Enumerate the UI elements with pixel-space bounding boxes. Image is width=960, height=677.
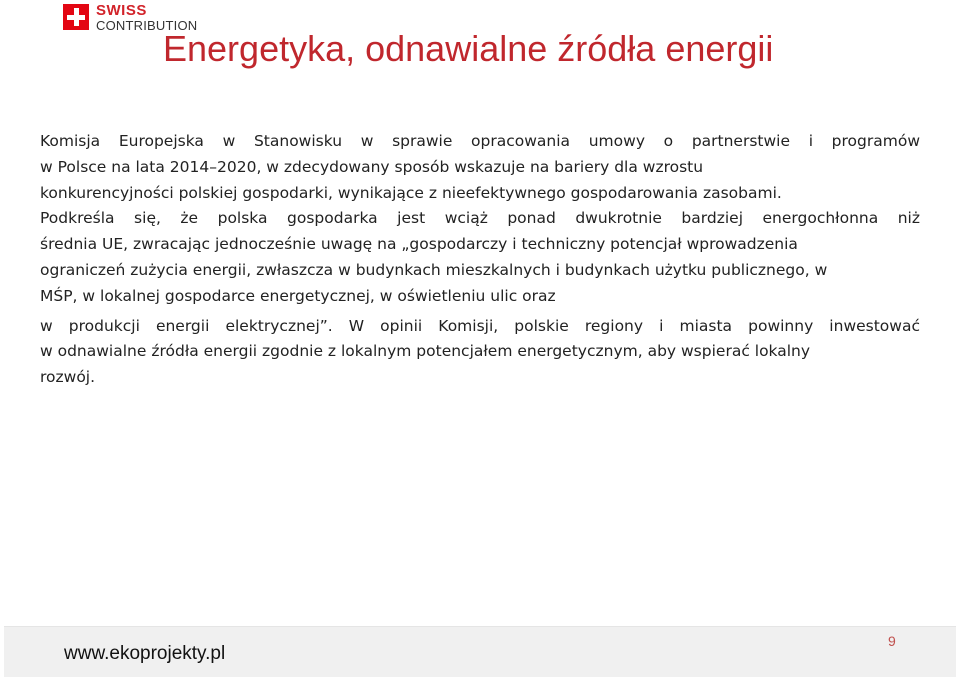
swiss-cross-icon	[63, 4, 89, 30]
body-line-10: rozwój.	[40, 368, 96, 387]
body-line-3: konkurencyjności polskiej gospodarki, wynikające z nieefektywnego gospodarowania zasobami.	[40, 183, 782, 202]
logo-line-contribution: CONTRIBUTION	[96, 18, 198, 33]
slide-body	[40, 129, 920, 391]
body-line-8: w produkcji energii elektrycznej”. W opinii Komisji, polskie regiony i miasta powinny inwestować	[40, 316, 920, 335]
body-line-4: Podkreśla się, że polska gospodarka jest wciąż ponad dwukrotnie bardziej energochłonna niż	[40, 209, 920, 228]
slide-title: Energetyka, odnawialne źródła energii	[163, 28, 774, 69]
body-line-9: w odnawialne źródła energii zgodnie z lokalnym potencjałem energetycznym, aby wspierać lokalny	[40, 342, 811, 361]
logo-line-swiss: SWISS	[96, 2, 147, 19]
body-line-6: ograniczeń zużycia energii, zwłaszcza w budynkach mieszkalnych i budynkach użytku publicznego, w	[40, 260, 828, 279]
body-line-5: średnia UE, zwracając jednocześnie uwagę na „gospodarczy i techniczny potencjał wprowadzenia	[40, 235, 798, 254]
footer-url: www.ekoprojekty.pl	[64, 643, 226, 664]
body-line-2: w Polsce na lata 2014–2020, w zdecydowany sposób wskazuje na bariery dla wzrostu	[40, 157, 704, 176]
body-line-7: MŚP, w lokalnej gospodarce energetycznej, w oświetleniu ulic oraz	[40, 286, 556, 305]
page-number: 9	[888, 633, 896, 649]
body-line-1: Komisja Europejska w Stanowisku w sprawie opracowania umowy o partnerstwie i programów	[40, 132, 920, 150]
